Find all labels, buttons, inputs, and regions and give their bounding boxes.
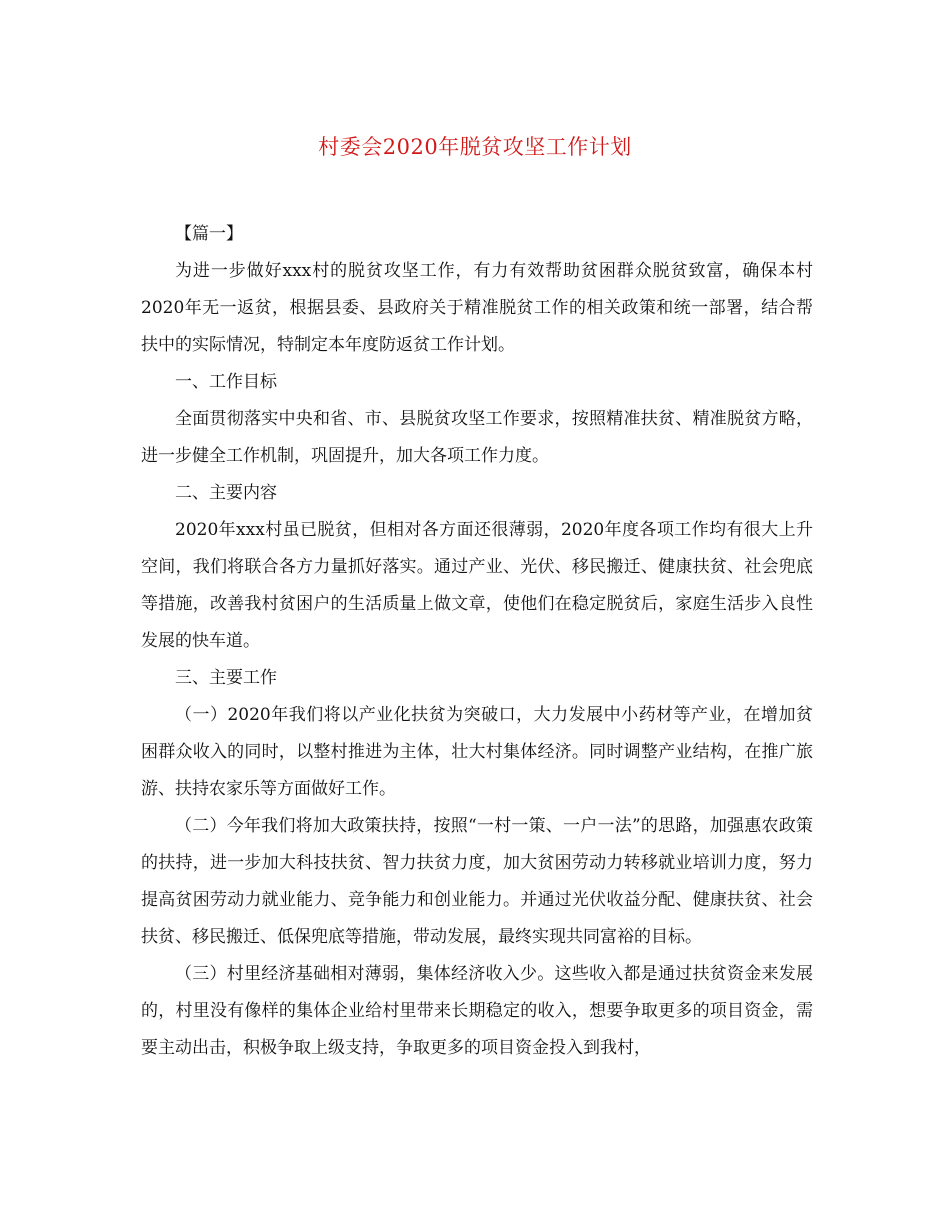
paragraph-work-item-2: （二）今年我们将加大政策扶持，按照“一村一策、一户一法”的思路，加强惠农政策的扶持，进一步加大科技扶贫、智力扶贫力度，加大贫困劳动力转移就业培训力度，努力提高贫困劳动力就业能力、竞争能力和创业能力。并通过光伏收益分配、健康扶贫、社会扶贫、移民搬迁、低保兜底等措施，带动发展，最终实现共同富裕的目标。 xyxy=(141,816,813,947)
paragraph-work-item-1: （一）2020年我们将以产业化扶贫为突破口，大力发展中小药材等产业，在增加贫困群众收入的同时，以整村推进为主体，壮大村集体经济。同时调整产业结构，在推广旅游、扶持农家乐等方面做好工作。 xyxy=(141,705,813,799)
intro-paragraph: 为进一步做好xxx村的脱贫攻坚工作，有力有效帮助贫困群众脱贫致富，确保本村2020年无一返贫，根据县委、县政府关于精准脱贫工作的相关政策和统一部署，结合帮扶中的实际情况，特制定本年度防返贫工作计划。 xyxy=(141,261,813,355)
paragraph-work-item-3: （三）村里经济基础相对薄弱，集体经济收入少。这些收入都是通过扶贫资金来发展的，村里没有像样的集体企业给村里带来长期稳定的收入，想要争取更多的项目资金，需要主动出击，积极争取上级支持，争取更多的项目资金投入到我村， xyxy=(141,964,813,1058)
heading-work-goals: 一、工作目标 xyxy=(175,372,277,392)
paragraph-work-goals: 全面贯彻落实中央和省、市、县脱贫攻坚工作要求，按照精准扶贫、精准脱贫方略，进一步健全工作机制，巩固提升，加大各项工作力度。 xyxy=(141,409,813,466)
document-body xyxy=(141,216,813,1067)
heading-main-work: 三、主要工作 xyxy=(175,668,277,688)
paragraph-main-content: 2020年xxx村虽已脱贫，但相对各方面还很薄弱，2020年度各项工作均有很大上升空间，我们将联合各方力量抓好落实。通过产业、光伏、移民搬迁、健康扶贫、社会兜底等措施，改善我村贫困户的生活质量上做文章，使他们在稳定脱贫后，家庭生活步入良性发展的快车道。 xyxy=(141,520,813,651)
document-title: 村委会2020年脱贫攻坚工作计划 xyxy=(318,135,632,159)
heading-main-content: 二、主要内容 xyxy=(175,483,277,503)
section-label-part-one: 【篇一】 xyxy=(175,224,243,244)
